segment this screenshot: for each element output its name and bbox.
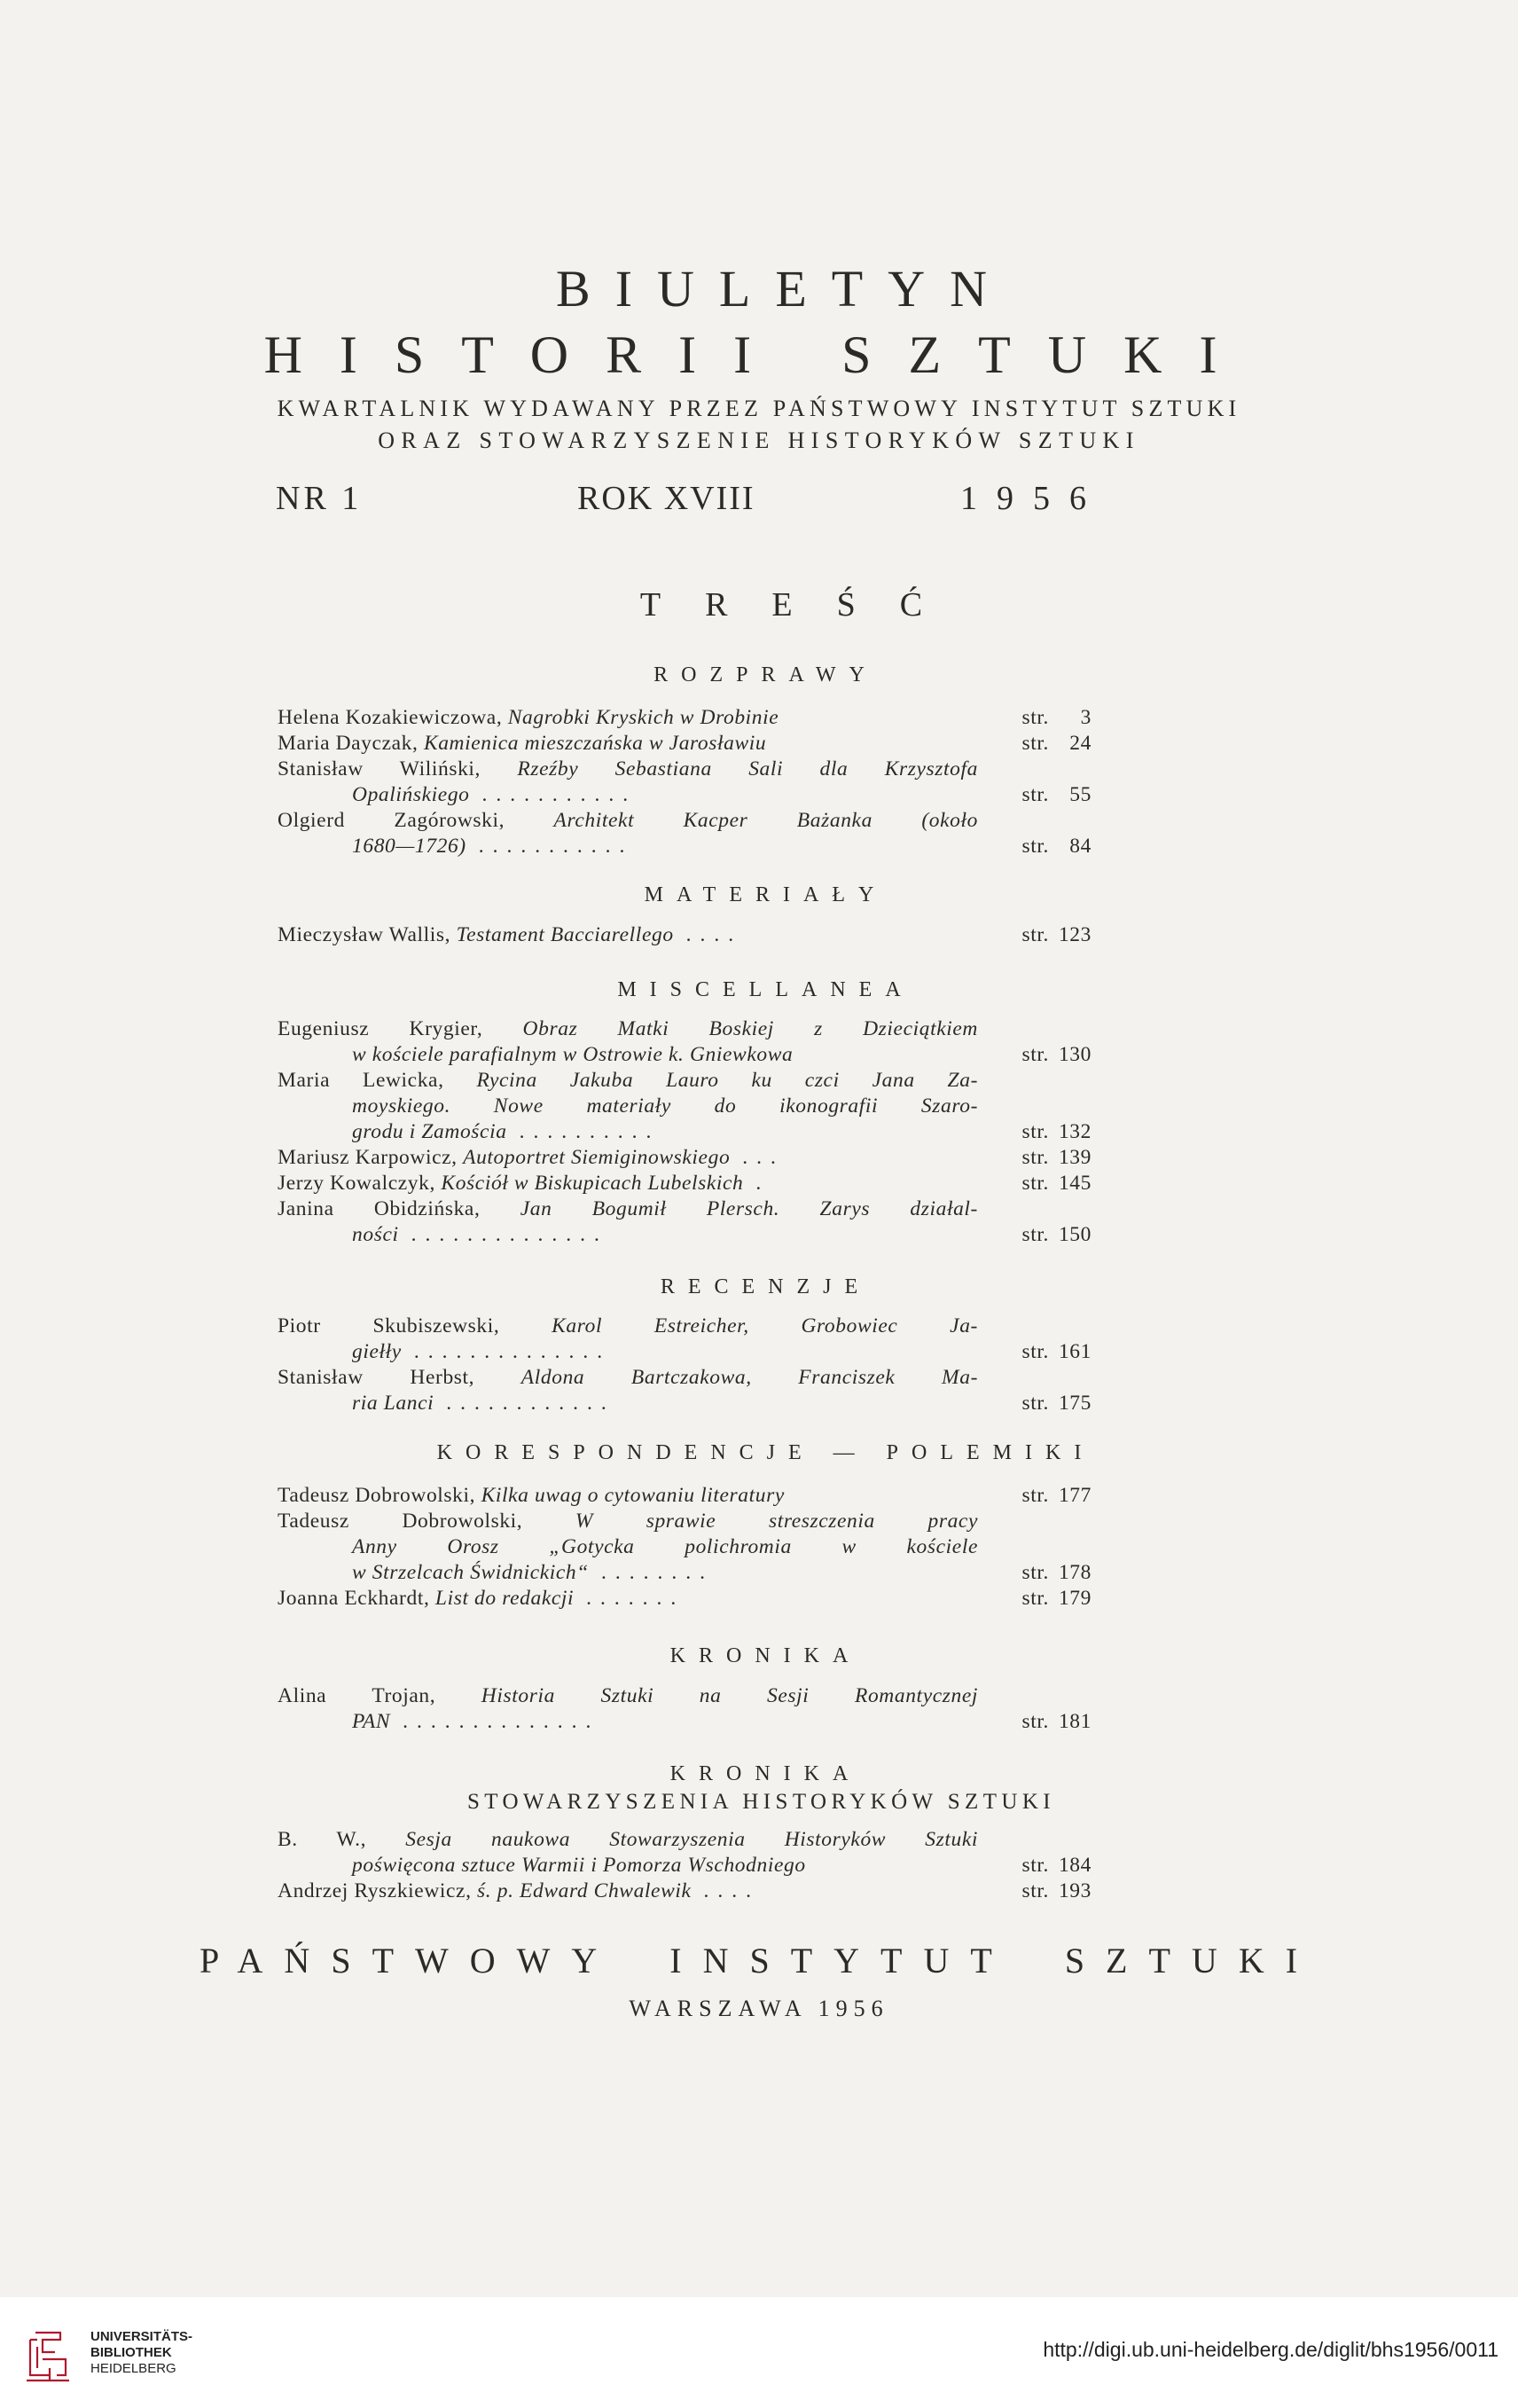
toc-author: Andrzej Ryszkiewicz, xyxy=(278,1879,478,1902)
publisher-word: INSTYTUT xyxy=(669,1941,1013,1981)
issue-volume: ROK XVIII xyxy=(577,480,755,517)
toc-title: Nagrobki Kryskich w Drobinie xyxy=(507,706,779,729)
toc-page-number: 179 xyxy=(1058,1587,1092,1610)
toc-page-ref: str. 184 xyxy=(1021,1854,1092,1877)
leader-dots: ........... xyxy=(481,783,638,806)
toc-title: giełły xyxy=(352,1340,402,1363)
toc-title: Rycina Jakuba Lauro ku czci Jana Za- xyxy=(476,1069,978,1092)
section-heading: ROZPRAWY xyxy=(653,663,878,686)
toc-author: Maria Lewicka, xyxy=(278,1069,477,1092)
toc-title: ś. p. Edward Chwalewik xyxy=(477,1879,692,1902)
toc-author: Mieczysław Wallis, xyxy=(278,923,457,946)
toc-entry xyxy=(278,1016,1092,1068)
leader-dots: .............. xyxy=(413,1340,612,1363)
library-logo-icon xyxy=(23,2326,73,2382)
toc-page-ref: str. 161 xyxy=(1021,1340,1092,1363)
toc-page-ref: str. 145 xyxy=(1021,1172,1092,1195)
leader-dots: .............. xyxy=(403,1710,600,1733)
toc-title: Aldona Bartczakowa, Franciszek Ma- xyxy=(520,1366,978,1389)
toc-title: Kościół w Biskupicach Lubelskich xyxy=(441,1172,744,1195)
toc-author: Maria Dayczak, xyxy=(278,732,424,755)
toc-title: Autoportret Siemiginowskiego xyxy=(463,1146,731,1169)
section-heading: KRONIKA xyxy=(669,1644,862,1667)
toc-author: Tadeusz Dobrowolski, xyxy=(278,1484,481,1507)
toc-author: Stanisław Wiliński, xyxy=(278,757,518,780)
toc-author: Olgierd Zagórowski, xyxy=(278,809,554,832)
toc-page-ref: str. 24 xyxy=(1021,732,1092,755)
toc-title: Obraz Matki Boskiej z Dzieciątkiem xyxy=(522,1017,978,1040)
toc-page-number: 24 xyxy=(1069,732,1092,755)
source-url-link[interactable]: http://digi.ub.uni-heidelberg.de/diglit/bhs1956/0011 xyxy=(1043,2338,1498,2361)
toc-page-number: 123 xyxy=(1058,923,1092,946)
issue-year: 1956 xyxy=(960,480,1106,517)
leader-dots: ............ xyxy=(446,1392,615,1415)
leader-dots: . xyxy=(755,1172,771,1195)
toc-page-number: 55 xyxy=(1069,783,1092,806)
toc-page-ref: str. 139 xyxy=(1021,1146,1092,1169)
toc-page-ref: str. 84 xyxy=(1021,835,1092,858)
toc-page-ref: str. 193 xyxy=(1021,1879,1092,1902)
toc-author: Mariusz Karpowicz, xyxy=(278,1146,464,1169)
toc-title: ria Lanci xyxy=(352,1392,434,1415)
toc-title: Anny Orosz „Gotycka polichromia w kościele xyxy=(352,1535,978,1558)
toc-page-ref: str. 181 xyxy=(1021,1710,1092,1733)
toc-entry xyxy=(278,1145,1092,1171)
section-heading: MATERIAŁY xyxy=(644,883,888,906)
toc-title: Kamienica mieszczańska w Jarosławiu xyxy=(423,732,767,755)
leader-dots: ........ xyxy=(600,1561,714,1584)
toc-entry xyxy=(278,922,1092,948)
toc-title: List do redakcji xyxy=(434,1587,575,1610)
toc-page-number: 161 xyxy=(1058,1340,1092,1363)
toc-title: W sprawie streszczenia pracy xyxy=(575,1510,978,1533)
toc-entry xyxy=(278,705,1092,731)
toc-author: B. W., xyxy=(278,1828,406,1851)
section-heading: KRONIKA xyxy=(669,1762,862,1785)
toc-author: Eugeniusz Krygier, xyxy=(278,1017,523,1040)
section-heading: MISCELLANEA xyxy=(617,978,914,1001)
leader-dots: ........... xyxy=(478,835,634,858)
publisher-word: SZTUKI xyxy=(1064,1941,1319,1981)
toc-page-number: 132 xyxy=(1058,1120,1092,1143)
toc-page-ref: str. 175 xyxy=(1021,1392,1092,1415)
toc-entry xyxy=(278,757,1092,808)
toc-entry xyxy=(278,1827,1092,1879)
leader-dots: ... xyxy=(742,1146,785,1169)
toc-entry xyxy=(278,1068,1092,1145)
toc-page-number: 193 xyxy=(1058,1879,1092,1902)
toc-page-number: 3 xyxy=(1080,706,1092,729)
publisher-name xyxy=(0,1940,1518,1981)
toc-author: Helena Kozakiewiczowa, xyxy=(278,706,508,729)
toc-entry xyxy=(278,1171,1092,1196)
leader-dots: .............. xyxy=(411,1223,608,1246)
toc-page-number: 139 xyxy=(1058,1146,1092,1169)
toc-entry xyxy=(278,1196,1092,1248)
toc-page-number: 181 xyxy=(1058,1710,1092,1733)
toc-page-ref: str. 132 xyxy=(1021,1120,1092,1143)
toc-page-ref: str. 55 xyxy=(1021,783,1092,806)
toc-page-number: 84 xyxy=(1069,835,1092,858)
toc-page-ref: str. 3 xyxy=(1021,706,1092,729)
section-heading: KORESPONDENCJE — POLEMIKI xyxy=(436,1441,1095,1464)
leader-dots: .... xyxy=(685,923,743,946)
leader-dots: .... xyxy=(703,1879,761,1902)
toc-author: Stanisław Herbst, xyxy=(278,1366,521,1389)
toc-entry xyxy=(278,1314,1092,1365)
toc-title: Testament Bacciarellego xyxy=(456,923,674,946)
toc-title: w kościele parafialnym w Ostrowie k. Gniewkowa xyxy=(352,1043,794,1066)
toc-title: Rzeźby Sebastiana Sali dla Krzysztofa xyxy=(517,757,978,780)
toc-author: Joanna Eckhardt, xyxy=(278,1587,435,1610)
toc-title: Opalińskiego xyxy=(352,783,470,806)
toc-entry xyxy=(278,1483,1092,1509)
toc-page-ref: str. 150 xyxy=(1021,1223,1092,1246)
toc-title: Jan Bogumił Plersch. Zarys działal- xyxy=(520,1197,978,1220)
toc-title: Sesja naukowa Stowarzyszenia Historyków Sztuki xyxy=(405,1828,978,1851)
toc-page-ref: str. 130 xyxy=(1021,1043,1092,1066)
publisher-city-year: WARSZAWA 1956 xyxy=(629,1996,889,2021)
toc-entry xyxy=(278,1879,1092,1904)
toc-author: Jerzy Kowalczyk, xyxy=(278,1172,442,1195)
issue-number: NR 1 xyxy=(276,480,363,517)
toc-page-number: 184 xyxy=(1058,1854,1092,1877)
toc-page-number: 177 xyxy=(1058,1484,1092,1507)
toc-page-number: 178 xyxy=(1058,1561,1092,1584)
toc-page-number: 175 xyxy=(1058,1392,1092,1415)
toc-title: Architekt Kacper Bażanka (około xyxy=(553,809,978,832)
toc-title: PAN xyxy=(352,1710,391,1733)
toc-title: moyskiego. Nowe materiały do ikonografii Szaro- xyxy=(352,1094,978,1118)
toc-title: Historia Sztuki na Sesji Romantycznej xyxy=(481,1684,979,1707)
toc-title: Kilka uwag o cytowaniu literatury xyxy=(481,1484,785,1507)
leader-dots: .......... xyxy=(519,1120,661,1143)
toc-entry xyxy=(278,808,1092,859)
toc-title: ności xyxy=(352,1223,399,1246)
toc-entry xyxy=(278,1586,1092,1612)
journal-title-line2 xyxy=(0,325,1518,386)
toc-entry xyxy=(278,1365,1092,1416)
toc-title: 1680—1726) xyxy=(352,835,466,858)
toc-page-ref: str. 179 xyxy=(1021,1587,1092,1610)
toc-title: poświęcona sztuce Warmii i Pomorza Wschodniego xyxy=(352,1854,806,1877)
toc-author: Janina Obidzińska, xyxy=(278,1197,520,1220)
toc-author: Alina Trojan, xyxy=(278,1684,481,1707)
section-heading: RECENZJE xyxy=(660,1275,872,1298)
journal-title-word: SZTUKI xyxy=(841,326,1255,384)
toc-author: Tadeusz Dobrowolski, xyxy=(278,1510,575,1533)
library-name: UNIVERSITÄTS- BIBLIOTHEK HEIDELBERG xyxy=(90,2329,193,2376)
library-footer xyxy=(0,2297,1518,2408)
section-subheading: STOWARZYSZENIA HISTORYKÓW SZTUKI xyxy=(466,1790,1056,1814)
toc-author: Piotr Skubiszewski, xyxy=(278,1314,552,1337)
toc-page-ref: str. 177 xyxy=(1021,1484,1092,1507)
toc-entry xyxy=(278,1509,1092,1586)
toc-page-number: 130 xyxy=(1058,1043,1092,1066)
toc-entry xyxy=(278,731,1092,757)
toc-page-ref: str. 123 xyxy=(1021,923,1092,946)
leader-dots: ....... xyxy=(586,1587,685,1610)
journal-title-word: HISTORII xyxy=(263,326,789,384)
publisher-word: PAŃSTWOWY xyxy=(199,1941,619,1981)
journal-subtitle-line2: ORAZ STOWARZYSZENIE HISTORYKÓW SZTUKI xyxy=(378,427,1140,453)
journal-subtitle-line1: KWARTALNIK WYDAWANY PRZEZ PAŃSTWOWY INSTYTUT SZTUKI xyxy=(277,396,1241,421)
contents-heading: TREŚĆ xyxy=(639,586,967,624)
toc-title: grodu i Zamościa xyxy=(352,1120,507,1143)
toc-page-ref: str. 178 xyxy=(1021,1561,1092,1584)
toc-entry xyxy=(278,1683,1092,1735)
toc-page-number: 145 xyxy=(1058,1172,1092,1195)
toc-title: Karol Estreicher, Grobowiec Ja- xyxy=(552,1314,978,1337)
toc-page-number: 150 xyxy=(1058,1223,1092,1246)
journal-title-line1: BIULETYN xyxy=(556,260,1012,318)
toc-title: w Strzelcach Świdnickich“ xyxy=(352,1561,589,1584)
